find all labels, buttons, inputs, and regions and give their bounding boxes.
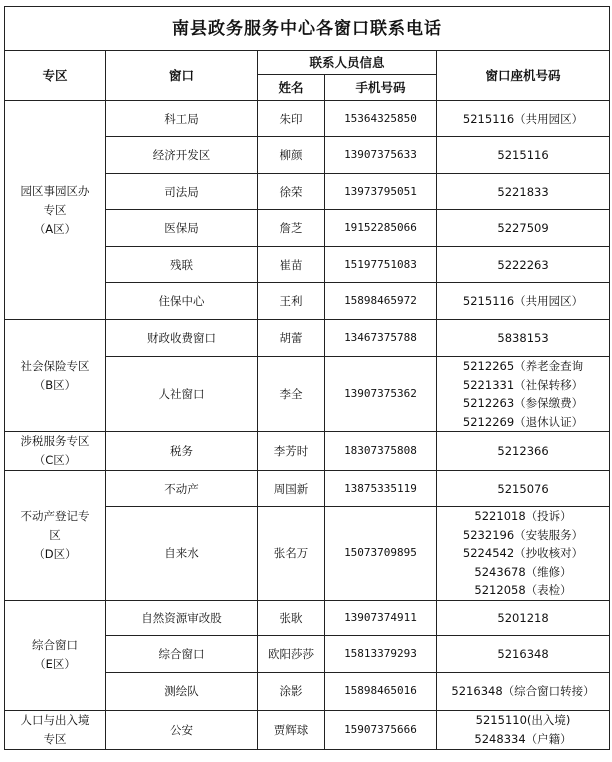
zone-label-line: （E区） <box>34 657 76 671</box>
landline-number-line: 5216348 <box>497 646 549 661</box>
zone-cell <box>5 432 106 471</box>
zone-label-line: 园区事园区办 <box>20 183 90 198</box>
contact-name-cell: 詹芝 <box>258 210 325 247</box>
landline-cell <box>437 174 610 210</box>
zone-label-line: 综合窗口 <box>32 638 78 652</box>
window-cell: 公安 <box>106 710 258 749</box>
mobile-number-cell: 15197751083 <box>325 247 437 283</box>
landline-number-line: 5221018（投诉） <box>474 509 572 523</box>
mobile-number-cell: 13907375362 <box>325 357 437 432</box>
landline-number-line: 5201218 <box>497 610 549 625</box>
zone-label-line: 区 <box>49 527 61 542</box>
window-cell: 人社窗口 <box>106 357 258 432</box>
mobile-number-cell: 15364325850 <box>325 101 437 137</box>
landline-number-line: 5212265（养老金查询 <box>462 359 584 373</box>
mobile-number-cell: 18307375808 <box>325 432 437 471</box>
landline-cell <box>437 283 610 320</box>
landline-number-line: 5212263（参保缴费） <box>462 396 584 410</box>
landline-cell <box>437 101 610 137</box>
contact-name-cell: 李芳时 <box>258 432 325 471</box>
window-cell: 不动产 <box>106 471 258 507</box>
mobile-number-cell: 13907375633 <box>325 137 437 174</box>
window-cell: 测绘队 <box>106 672 258 710</box>
zone-cell <box>5 101 106 320</box>
landline-cell <box>437 710 610 749</box>
landline-number-line: 5248334（户籍） <box>474 731 572 746</box>
zone-label-line: 人口与出入境 <box>20 712 90 727</box>
landline-number-line: 5224542（抄收核对） <box>462 546 584 560</box>
landline-cell <box>437 432 610 471</box>
header-name: 姓名 <box>258 75 325 101</box>
landline-cell <box>437 672 610 710</box>
header-row-1 <box>5 51 610 75</box>
header-zone: 专区 <box>5 51 106 101</box>
zone-label-line: 专区 <box>43 731 67 746</box>
landline-number-line: 5212366 <box>497 444 549 458</box>
landline-number-line: 5212269（退休认证） <box>462 414 584 429</box>
window-cell: 医保局 <box>106 210 258 247</box>
mobile-number-cell: 13467375788 <box>325 320 437 357</box>
mobile-number-cell: 15073709895 <box>325 507 437 601</box>
contact-name-cell: 张名万 <box>258 507 325 601</box>
window-cell: 税务 <box>106 432 258 471</box>
landline-cell <box>437 247 610 283</box>
table-row <box>5 471 610 507</box>
landline-cell <box>437 635 610 672</box>
table-body <box>5 7 610 750</box>
landline-number-line: 5215076 <box>497 481 549 496</box>
header-mobile: 手机号码 <box>325 75 437 101</box>
title-row <box>5 7 610 51</box>
mobile-number-cell: 13875335119 <box>325 471 437 507</box>
zone-label-line: （C区） <box>33 453 77 467</box>
landline-number-line: 5227509 <box>497 221 549 235</box>
header-window: 窗口 <box>106 51 258 101</box>
table-row <box>5 101 610 137</box>
window-cell: 经济开发区 <box>106 137 258 174</box>
contact-name-cell: 胡蕾 <box>258 320 325 357</box>
table-row <box>5 320 610 357</box>
zone-label-line: 涉税服务专区 <box>20 434 90 448</box>
mobile-number-cell: 15907375666 <box>325 710 437 749</box>
mobile-number-cell: 15898465972 <box>325 283 437 320</box>
header-landline: 窗口座机号码 <box>437 51 610 101</box>
landline-cell <box>437 210 610 247</box>
zone-label-line: 专区 <box>43 202 67 217</box>
contact-name-cell: 朱印 <box>258 101 325 137</box>
landline-cell <box>437 507 610 601</box>
mobile-number-cell: 15898465016 <box>325 672 437 710</box>
landline-number-line: 5215116（共用园区） <box>462 294 584 308</box>
contact-name-cell: 王利 <box>258 283 325 320</box>
header-contact: 联系人员信息 <box>258 51 437 75</box>
landline-number-line: 5243678（维修） <box>474 564 572 579</box>
contact-name-cell: 贾辉球 <box>258 710 325 749</box>
contact-sheet <box>4 6 609 750</box>
landline-number-line: 5221833 <box>497 184 549 199</box>
contact-name-cell: 涂影 <box>258 672 325 710</box>
table-row <box>5 600 610 635</box>
landline-cell <box>437 357 610 432</box>
contact-name-cell: 柳颜 <box>258 137 325 174</box>
mobile-number-cell: 19152285066 <box>325 210 437 247</box>
window-cell: 自来水 <box>106 507 258 601</box>
zone-label-line: 社会保险专区 <box>20 358 90 373</box>
contact-name-cell: 张耿 <box>258 600 325 635</box>
zone-cell <box>5 471 106 601</box>
contact-name-cell: 欧阳莎莎 <box>258 635 325 672</box>
contact-name-cell: 李全 <box>258 357 325 432</box>
landline-number-line: 5215116（共用园区） <box>462 111 584 126</box>
sheet-title: 南县政务服务中心各窗口联系电话 <box>5 7 610 51</box>
contact-name-cell: 徐荣 <box>258 174 325 210</box>
contact-name-cell: 崔苗 <box>258 247 325 283</box>
landline-number-line: 5838153 <box>497 331 549 345</box>
zone-label-line: （D区） <box>33 546 77 561</box>
zone-label-line: 不动产登记专 <box>20 508 90 523</box>
landline-cell <box>437 320 610 357</box>
zone-cell <box>5 600 106 710</box>
window-cell: 住保中心 <box>106 283 258 320</box>
landline-number-line: 5216348（综合窗口转接） <box>451 684 595 698</box>
zone-label-line: （A区） <box>33 221 77 236</box>
mobile-number-cell: 13907374911 <box>325 600 437 635</box>
window-cell: 财政收费窗口 <box>106 320 258 357</box>
landline-cell <box>437 600 610 635</box>
landline-number-line: 5221331（社保转移） <box>462 377 584 392</box>
landline-number-line: 5215116 <box>497 148 549 162</box>
landline-number-line: 5215110(出入境) <box>475 713 571 727</box>
landline-cell <box>437 471 610 507</box>
zone-label-line: （B区） <box>33 377 77 392</box>
mobile-number-cell: 15813379293 <box>325 635 437 672</box>
table-row <box>5 432 610 471</box>
mobile-number-cell: 13973795051 <box>325 174 437 210</box>
table-row <box>5 710 610 749</box>
landline-number-line: 5222263 <box>497 257 549 272</box>
landline-number-line: 5212058（表检） <box>474 583 572 597</box>
window-cell: 自然资源审改股 <box>106 600 258 635</box>
contact-name-cell: 周国新 <box>258 471 325 507</box>
window-cell: 残联 <box>106 247 258 283</box>
contact-table <box>4 6 610 750</box>
landline-cell <box>437 137 610 174</box>
zone-cell <box>5 710 106 749</box>
zone-cell <box>5 320 106 432</box>
window-cell: 科工局 <box>106 101 258 137</box>
landline-number-line: 5232196（安装服务） <box>462 527 584 542</box>
window-cell: 综合窗口 <box>106 635 258 672</box>
window-cell: 司法局 <box>106 174 258 210</box>
